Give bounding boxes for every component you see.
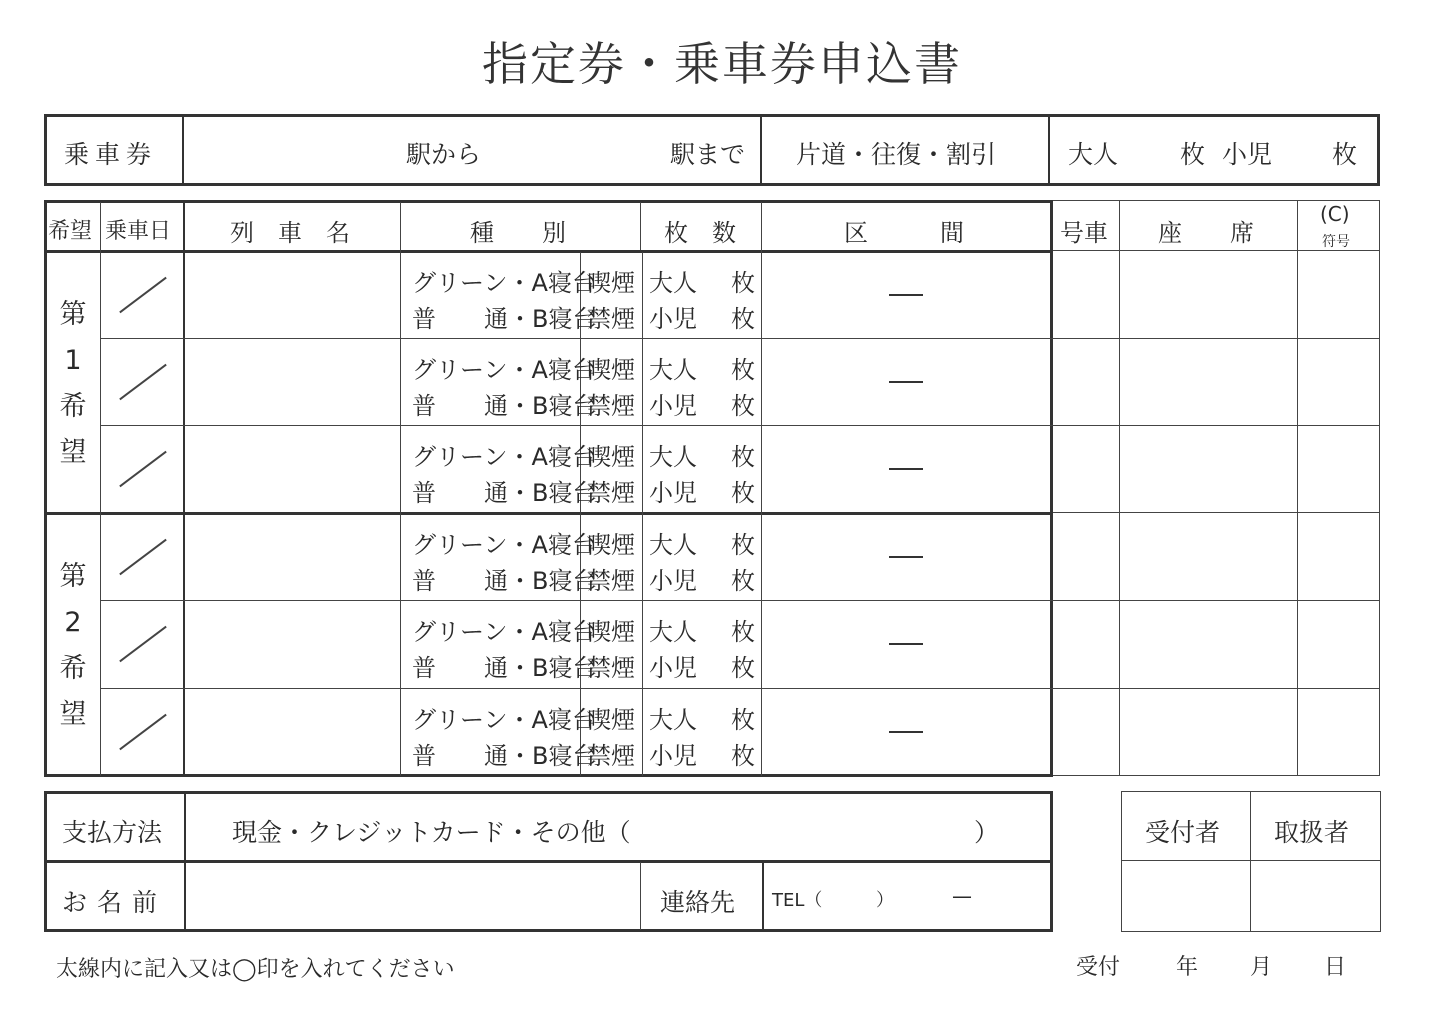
type-option-line2[interactable]: 普 通・B寝台 [412,479,597,507]
footer-note: 太線内に記入又は◯印を入れてください [56,957,455,982]
name-input[interactable] [190,866,634,926]
smoking-option[interactable]: 喫煙 [587,356,635,384]
header-type: 種 別 [470,219,566,247]
child-count-label: 小児 [649,305,697,333]
month-label: 月 [1250,955,1273,980]
child-count-unit: 枚 [731,479,755,507]
smoking-option[interactable]: 喫煙 [587,443,635,471]
type-option-line1[interactable]: グリーン・A寝台 [412,618,596,646]
header-code-bottom: 符号 [1322,234,1350,250]
train-name-field[interactable] [188,693,394,771]
wish-2-char: 望 [59,699,87,730]
header-seat: 座 席 [1158,219,1254,247]
received-label: 受付 [1076,955,1121,980]
nonsmoking-option[interactable]: 禁煙 [587,305,635,333]
child-count-unit: 枚 [731,305,755,333]
type-option-line1[interactable]: グリーン・A寝台 [412,443,596,471]
nonsmoking-option[interactable]: 禁煙 [587,567,635,595]
section-dash [889,643,923,645]
nonsmoking-option[interactable]: 禁煙 [587,392,635,420]
child-count-unit: 枚 [731,654,755,682]
adult-count-unit: 枚 [731,618,755,646]
header-code-top: (C) [1320,202,1350,226]
type-option-line1[interactable]: グリーン・A寝台 [412,531,596,559]
header-wish: 希望 [48,219,93,244]
child-count-label: 小児 [649,479,697,507]
child-count-unit: 枚 [731,392,755,420]
adult-count-unit: 枚 [731,269,755,297]
type-option-line2[interactable]: 普 通・B寝台 [412,742,597,770]
ticket-adult-unit: 枚 [1180,140,1206,169]
ticket-child-unit: 枚 [1332,140,1358,169]
train-name-field[interactable] [188,605,394,683]
header-car: 号車 [1060,219,1108,247]
header-date: 乗車日 [105,219,172,244]
child-count-unit: 枚 [731,742,755,770]
adult-count-label: 大人 [649,443,697,471]
type-option-line2[interactable]: 普 通・B寝台 [412,654,597,682]
receiver-stamp-field[interactable] [1124,864,1246,928]
wish-1-char: 第 [59,299,87,330]
smoking-option[interactable]: 喫煙 [587,618,635,646]
child-count-label: 小児 [649,567,697,595]
ticket-to-field[interactable]: 駅まで [670,140,746,169]
handler-stamp-field[interactable] [1254,864,1376,928]
nonsmoking-option[interactable]: 禁煙 [587,742,635,770]
handler-label: 取扱者 [1274,818,1350,847]
trip-type-options[interactable]: 片道・往復・割引 [796,140,997,169]
wish-1-char: 希 [59,391,87,422]
type-option-line2[interactable]: 普 通・B寝台 [412,305,597,333]
section-dash [889,556,923,558]
header-count: 枚 数 [664,219,736,247]
payment-label: 支払方法 [62,818,163,847]
tel-label: TEL（ [772,890,823,911]
payment-close-paren: ） [974,818,1000,847]
child-count-label: 小児 [649,654,697,682]
type-option-line2[interactable]: 普 通・B寝台 [412,567,597,595]
wish-2-char: 希 [59,653,87,684]
adult-count-unit: 枚 [731,531,755,559]
section-dash [889,294,923,296]
name-label: お名前 [62,888,168,917]
child-count-label: 小児 [649,742,697,770]
adult-count-label: 大人 [649,706,697,734]
wish-2-char: 2 [64,607,82,638]
adult-count-label: 大人 [649,356,697,384]
adult-count-label: 大人 [649,269,697,297]
smoking-option[interactable]: 喫煙 [587,269,635,297]
adult-count-label: 大人 [649,618,697,646]
smoking-option[interactable]: 喫煙 [587,706,635,734]
header-section: 区 間 [844,219,964,247]
year-label: 年 [1176,955,1199,980]
child-count-unit: 枚 [731,567,755,595]
receiver-label: 受付者 [1145,818,1221,847]
adult-count-unit: 枚 [731,356,755,384]
section-dash [889,381,923,383]
ticket-child-label: 小児 [1222,140,1273,169]
train-name-field[interactable] [188,256,394,334]
adult-count-label: 大人 [649,531,697,559]
train-name-field[interactable] [188,518,394,596]
section-dash [889,731,923,733]
ticket-from-field[interactable]: 駅から [406,140,482,169]
nonsmoking-option[interactable]: 禁煙 [587,654,635,682]
header-train-name: 列 車 名 [230,219,350,247]
payment-options[interactable]: 現金・クレジットカード・その他（ [232,818,631,847]
type-option-line1[interactable]: グリーン・A寝台 [412,706,596,734]
form-title: 指定券・乗車券申込書 [482,37,962,91]
wish-1-char: 1 [64,345,82,376]
wish-2-char: 第 [59,561,87,592]
adult-count-unit: 枚 [731,443,755,471]
train-name-field[interactable] [188,430,394,508]
nonsmoking-option[interactable]: 禁煙 [587,479,635,507]
train-name-field[interactable] [188,343,394,421]
section-dash [889,468,923,470]
day-label: 日 [1324,955,1347,980]
adult-count-unit: 枚 [731,706,755,734]
type-option-line1[interactable]: グリーン・A寝台 [412,269,596,297]
tel-close-paren: ） [876,890,894,911]
ticket-label: 乗車券 [64,140,158,169]
wish-1-char: 望 [59,437,87,468]
ticket-adult-label: 大人 [1068,140,1119,169]
tel-dash: — [952,884,972,908]
child-count-label: 小児 [649,392,697,420]
type-option-line1[interactable]: グリーン・A寝台 [412,356,596,384]
contact-label: 連絡先 [660,888,736,917]
smoking-option[interactable]: 喫煙 [587,531,635,559]
type-option-line2[interactable]: 普 通・B寝台 [412,392,597,420]
